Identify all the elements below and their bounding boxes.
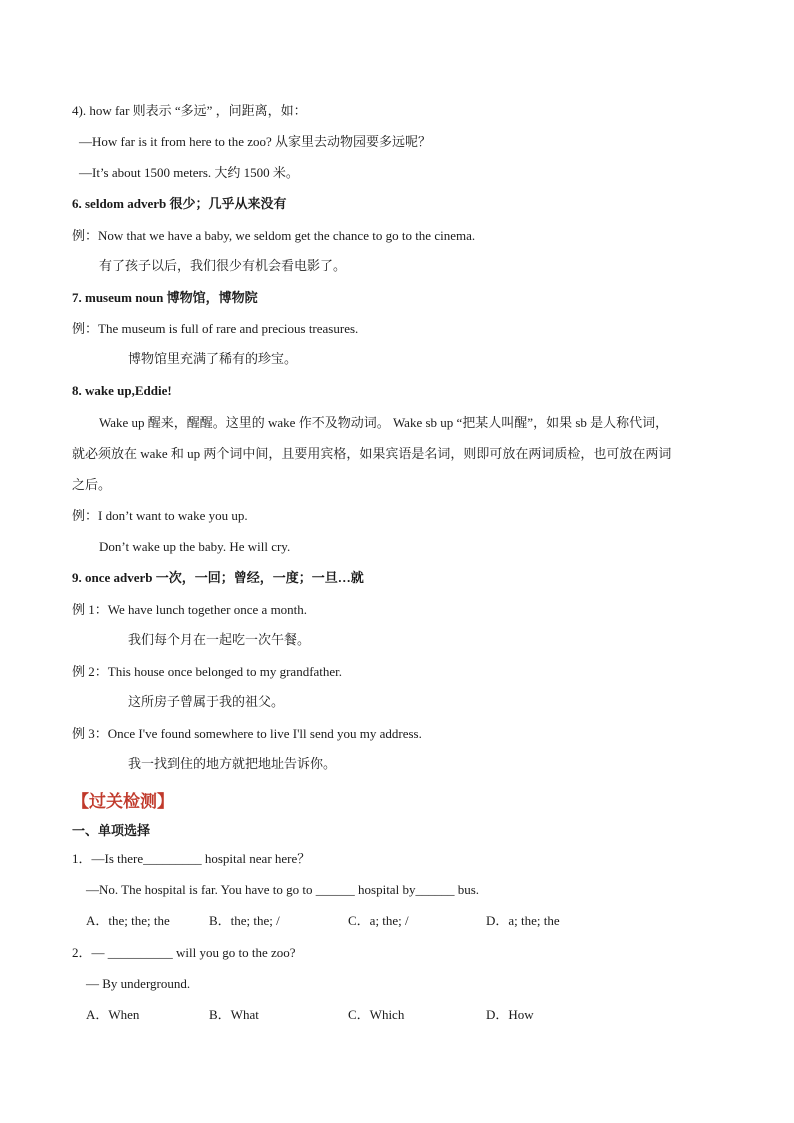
- vocab-heading-seldom: 6. seldom adverb 很少；几乎从来没有: [72, 196, 287, 211]
- translation-line: 博物馆里充满了稀有的珍宝。: [128, 352, 298, 367]
- option-a[interactable]: A．When: [86, 1007, 140, 1022]
- vocab-heading-wake-up: 8. wake up,Eddie!: [72, 383, 172, 398]
- section-heading: 【过关检测】: [72, 792, 174, 812]
- example-line: 例 1：We have lunch together once a month.: [72, 602, 308, 617]
- question-stem: 1．—Is there_________ hospital near here？: [72, 851, 311, 866]
- option-c[interactable]: C．Which: [348, 1007, 405, 1022]
- explanation-line: Wake up 醒来，醒醒。这里的 wake 作不及物动词。 Wake sb up “把某人叫醒”，如果 sb 是人称代词，: [99, 415, 669, 430]
- explanation-line: 就必须放在 wake 和 up 两个词中间，且要用宾格，如果宾语是名词，则即可放在两词质检，也可放在两词: [72, 446, 672, 461]
- question-reply: —No. The hospital is far. You have to go to ______ hospital by______ bus.: [86, 882, 480, 897]
- section-subheading: 一、单项选择: [72, 824, 151, 839]
- option-d[interactable]: D．a; the; the: [486, 913, 560, 928]
- translation-line: 这所房子曾属于我的祖父。: [128, 695, 285, 710]
- example-line: 例：The museum is full of rare and precious treasures.: [72, 321, 359, 336]
- example-line: 例：Now that we have a baby, we seldom get the chance to go to the cinema.: [72, 228, 476, 243]
- option-b[interactable]: B．the; the; /: [209, 913, 280, 928]
- question-stem: 2．— __________ will you go to the zoo?: [72, 945, 296, 960]
- vocab-heading-once: 9. once adverb 一次，一回；曾经，一度；一旦…就: [72, 570, 364, 585]
- vocab-heading-museum: 7. museum noun 博物馆，博物院: [72, 290, 258, 305]
- option-b[interactable]: B．What: [209, 1007, 259, 1022]
- question-reply: — By underground.: [86, 976, 191, 991]
- example-line: 例 2：This house once belonged to my grandfather.: [72, 664, 343, 679]
- option-a[interactable]: A．the; the; the: [86, 913, 170, 928]
- example-line: —How far is it from here to the zoo? 从家里去动物园要多远呢？: [79, 134, 432, 149]
- translation-line: 我们每个月在一起吃一次午餐。: [128, 633, 311, 648]
- translation-line: 有了孩子以后，我们很少有机会看电影了。: [99, 259, 347, 274]
- example-line: 例：I don’t want to wake you up.: [72, 508, 248, 523]
- note-how-far: 4). how far 则表示 “多远” ，问距离，如：: [72, 103, 307, 118]
- explanation-line: 之后。: [72, 477, 112, 492]
- example-line: Don’t wake up the baby. He will cry.: [99, 539, 291, 554]
- translation-line: 我一找到住的地方就把地址告诉你。: [128, 757, 337, 772]
- option-d[interactable]: D．How: [486, 1007, 534, 1022]
- example-line: 例 3：Once I've found somewhere to live I'll send you my address.: [72, 726, 422, 741]
- option-c[interactable]: C．a; the; /: [348, 913, 409, 928]
- example-line: —It’s about 1500 meters. 大约 1500 米。: [79, 165, 299, 180]
